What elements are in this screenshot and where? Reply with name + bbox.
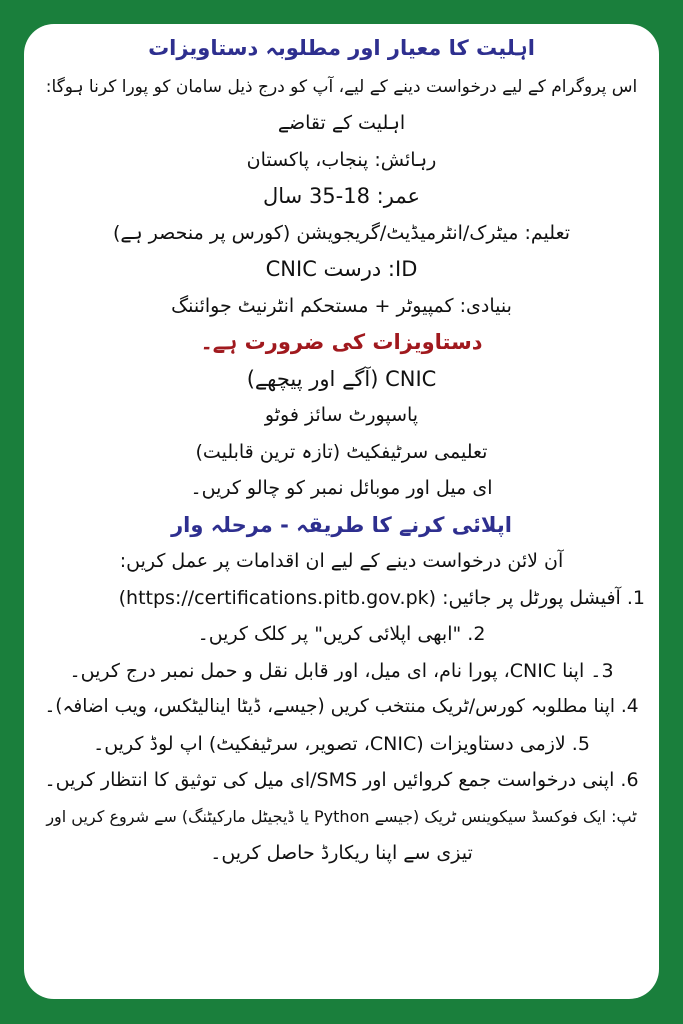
eligibility-id: ID: درست CNIC [265,257,418,281]
document-item: CNIC (آگے اور پیچھے) [246,366,437,391]
apply-heading: اپلائی کرنے کا طریقہ - مرحلہ وار [171,512,512,537]
apply-step-5: 5. لازمی دستاویزات (CNIC، تصویر، سرٹیفکیٹ) اپ لوڈ کریں۔ [93,732,590,755]
documents-heading: دستاویزات کی ضرورت ہے۔ [200,330,483,354]
document-item: تعلیمی سرٹیفکیٹ (تازہ ترین قابلیت) [195,440,488,463]
eligibility-residence: رہائش: پنجاب، پاکستان [246,148,437,171]
document-item: پاسپورٹ سائز فوٹو [264,404,419,426]
apply-step-4: 4. اپنا مطلوبہ کورس/ٹریک منتخب کریں (جیسے، ڈیٹا اینالیٹکس، ویب اضافہ)۔ [44,696,639,717]
eligibility-age: عمر: 18-35 سال [263,184,420,208]
tip-line-2: تیزی سے اپنا ریکارڈ حاصل کریں۔ [210,842,473,864]
apply-intro: آن لائن درخواست دینے کے لیے ان اقدامات پر عمل کریں: [119,550,564,572]
apply-step-1: 1. آفیشل پورٹل پر جائیں: (https://certifications.pitb.gov.pk) [118,586,645,609]
eligibility-heading: اہلیت کے تقاضے [277,112,406,134]
intro-text: اس پروگرام کے لیے درخواست دینے کے لیے، آپ کو درج ذیل سامان کو پورا کرنا ہوگا: [45,76,638,97]
document-item: ای میل اور موبائل نمبر کو چالو کریں۔ [190,477,493,499]
page-title: اہلیت کا معیار اور مطلوبہ دستاویزات [148,36,535,60]
tip-line-1: ٹپ: ایک فوکسڈ سیکوینس ٹریک (جیسے Python یا ڈیجیٹل مارکیٹنگ) سے شروع کریں اور [46,806,637,826]
eligibility-basic: بنیادی: کمپیوٹر + مستحکم انٹرنیٹ جوائننگ [171,294,512,317]
eligibility-education: تعلیم: میٹرک/انٹرمیڈیٹ/گریجویشن (کورس پر منحصر ہے) [112,221,571,244]
apply-step-2: 2. "ابھی اپلائی کریں" پر کلک کریں۔ [197,623,486,645]
apply-step-6: 6. اپنی درخواست جمع کروائیں اور SMS/ای میل کی توثیق کا انتظار کریں۔ [44,769,639,791]
document-card [24,24,659,999]
apply-step-3: 3۔ اپنا CNIC، پورا نام، ای میل، اور قابل نقل و حمل نمبر درج کریں۔ [69,659,614,682]
